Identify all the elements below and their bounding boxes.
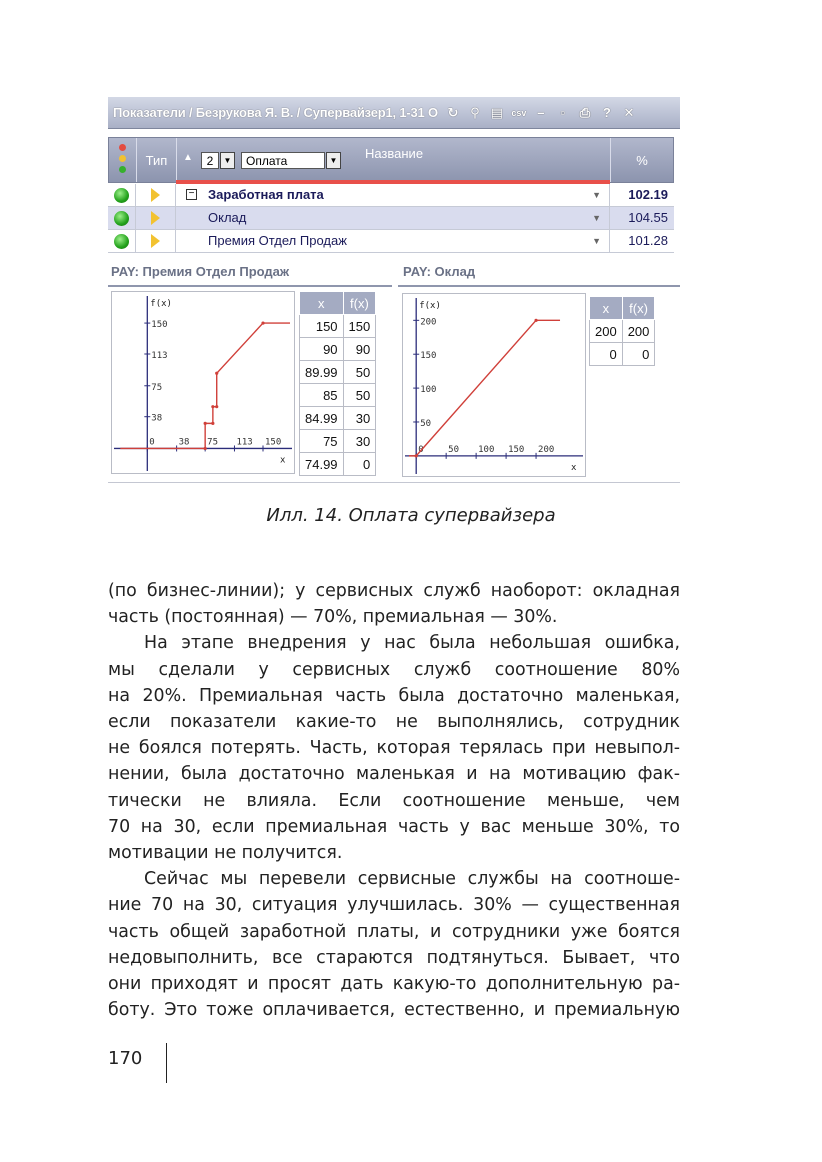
- x-tick-label: 0: [149, 437, 155, 448]
- chart-bonus: [111, 291, 295, 474]
- y-tick-label: 200: [420, 317, 437, 328]
- table-cell: 50: [343, 361, 376, 384]
- text-line: (по бизнес-линии); у сервисных служб наоборот: окладная: [108, 581, 680, 601]
- row-name: Премия Отдел Продаж: [208, 233, 347, 248]
- green-status-icon: [114, 188, 129, 203]
- sort-up-icon[interactable]: ▲: [183, 152, 193, 163]
- table-cell: 84.99: [300, 407, 344, 430]
- text-line: если показатели какие-то не выполнялись, сотрудник: [108, 712, 680, 733]
- table-row[interactable]: [108, 230, 674, 253]
- text-line: 70 на 30, если премиальная часть у вас меньше 30%, то: [108, 816, 680, 837]
- window-titlebar: [108, 97, 680, 129]
- x-tick-label: 150: [508, 444, 525, 455]
- table-row[interactable]: [108, 184, 674, 207]
- table-header-cell: x: [300, 292, 344, 315]
- search-icon[interactable]: ⚲: [470, 104, 480, 120]
- text-line: ние 70 на 30, ситуация улучшилась. 30% — существенная: [108, 895, 680, 916]
- table-cell: 90: [343, 338, 376, 361]
- text-line: На этапе внедрения у нас была небольшая ошибка,: [144, 633, 680, 654]
- table-cell: 85: [300, 384, 344, 407]
- row-percent: 104.55: [628, 210, 668, 225]
- row-name: Оклад: [208, 210, 247, 225]
- figure-bottom-rule: [108, 482, 680, 483]
- y-tick-label: 150: [420, 351, 437, 362]
- table-row: [300, 407, 376, 430]
- row-dropdown-icon[interactable]: ▼: [592, 236, 601, 246]
- text-line: недовыполнить, все стараются подтянуться. Бывает, что: [108, 947, 680, 968]
- panel-title-bonus: PAY: Премия Отдел Продаж: [111, 264, 290, 279]
- table-cell: 30: [343, 407, 376, 430]
- percent-column-header[interactable]: %: [636, 152, 648, 168]
- grid-body: [108, 184, 674, 253]
- x-tick-label: 200: [538, 444, 555, 455]
- chart-salary-svg: [403, 294, 587, 478]
- x-tick-label: 75: [207, 437, 219, 448]
- refresh-icon[interactable]: ↻: [447, 104, 459, 120]
- data-point: [261, 321, 264, 324]
- csv-icon[interactable]: csv: [511, 107, 527, 118]
- table-cell: 0: [590, 343, 623, 366]
- table-row: [300, 453, 376, 476]
- x-tick-label: 0: [418, 444, 424, 455]
- x-tick-label: 113: [236, 437, 253, 448]
- minimize-icon[interactable]: –: [537, 105, 545, 120]
- y-axis-label: f(x): [150, 299, 172, 309]
- text-line: мотивации не получится.: [108, 843, 343, 864]
- data-point: [534, 319, 537, 322]
- table-cell: 200: [590, 320, 623, 343]
- text-line: нении, была достаточно маленькая и на мотивацию фак-: [108, 764, 680, 785]
- collapse-icon[interactable]: −: [186, 189, 197, 200]
- flag-icon: [151, 211, 160, 225]
- table-row[interactable]: [108, 207, 674, 230]
- green-lamp-icon: [119, 166, 126, 173]
- text-line: Сейчас мы перевели сервисные службы на соотноше-: [144, 869, 680, 890]
- row-dropdown-icon[interactable]: ▼: [592, 213, 601, 223]
- type-select[interactable]: Оплата: [241, 152, 325, 169]
- list-icon[interactable]: ▤: [490, 104, 504, 120]
- y-axis-label: f(x): [419, 301, 441, 311]
- table-cell: 30: [343, 430, 376, 453]
- row-dropdown-icon[interactable]: ▼: [592, 190, 601, 200]
- text-line: мы сделали у сервисных служб соотношение 80%: [108, 659, 680, 680]
- text-line: боту. Это тоже оплачивается, естественно, и премиальную: [108, 1000, 680, 1021]
- data-point: [215, 372, 218, 375]
- maximize-icon[interactable]: ▫: [560, 105, 566, 120]
- table-header-cell: f(x): [343, 292, 376, 315]
- table-row: [300, 315, 376, 338]
- y-tick-label: 50: [420, 418, 432, 429]
- data-point: [215, 405, 218, 408]
- y-tick-label: 150: [151, 320, 168, 331]
- figure-caption: Илл. 14. Оплата супервайзера: [266, 505, 556, 526]
- x-tick-label: 50: [448, 444, 460, 455]
- table-cell: 75: [300, 430, 344, 453]
- panel-divider: [398, 285, 680, 287]
- data-point: [204, 447, 207, 450]
- y-tick-label: 75: [151, 382, 163, 393]
- table-cell: 90: [300, 338, 344, 361]
- values-table-bonus: [299, 291, 376, 476]
- x-axis-label: x: [280, 455, 286, 466]
- type-column-header[interactable]: Тип: [137, 138, 177, 182]
- table-cell: 150: [300, 315, 344, 338]
- table-cell: 0: [622, 343, 655, 366]
- text-line: тически не влияла. Если соотношение меньше, чем: [108, 790, 680, 811]
- green-status-icon: [114, 234, 129, 249]
- type-dropdown-button[interactable]: ▼: [326, 152, 341, 169]
- page-number-rule: [166, 1043, 167, 1083]
- page-number: 170: [108, 1048, 143, 1069]
- x-tick-label: 100: [478, 444, 495, 455]
- grid-header: [108, 137, 674, 183]
- panel-title-salary: PAY: Оклад: [403, 264, 476, 279]
- text-line: часть (постоянная) — 70%, премиальная — 30%.: [108, 607, 558, 628]
- red-lamp-icon: [119, 144, 126, 151]
- text-line: часть общей заработной платы, и сотрудники уже боятся: [108, 921, 680, 942]
- y-tick-label: 100: [420, 385, 437, 396]
- row-name: Заработная плата: [208, 187, 324, 202]
- level-dropdown-button[interactable]: ▼: [220, 152, 235, 169]
- panel-divider: [108, 285, 392, 287]
- table-cell: 200: [622, 320, 655, 343]
- table-row: [590, 343, 655, 366]
- text-line: на 20%. Премиальная часть была достаточно маленькая,: [108, 685, 680, 706]
- flag-icon: [151, 188, 160, 202]
- x-tick-label: 150: [265, 437, 282, 448]
- table-header-cell: x: [590, 297, 623, 320]
- table-cell: 74.99: [300, 453, 344, 476]
- row-percent: 102.19: [628, 187, 668, 202]
- y-tick-label: 38: [151, 413, 163, 424]
- table-row: [300, 338, 376, 361]
- chart-salary: [402, 293, 586, 477]
- table-cell: 0: [343, 453, 376, 476]
- print-icon[interactable]: ⎙: [579, 104, 591, 120]
- chart-bonus-svg: [112, 292, 296, 475]
- table-cell: 150: [343, 315, 376, 338]
- green-status-icon: [114, 211, 129, 226]
- table-row: [300, 361, 376, 384]
- table-cell: 89.99: [300, 361, 344, 384]
- table-row: [300, 384, 376, 407]
- name-column-header: [177, 138, 611, 182]
- data-point: [415, 454, 418, 457]
- row-percent: 101.28: [628, 233, 668, 248]
- x-axis-label: x: [571, 462, 577, 473]
- y-tick-label: 113: [151, 351, 168, 362]
- close-icon[interactable]: ✕: [623, 104, 635, 120]
- text-line: не боялся потерять. Часть, которая терялась при невыпол-: [108, 738, 680, 759]
- table-row: [300, 430, 376, 453]
- data-point: [211, 405, 214, 408]
- name-header-label: Название: [364, 146, 424, 161]
- data-point: [211, 422, 214, 425]
- data-point: [204, 422, 207, 425]
- body-text: [108, 578, 680, 1023]
- table-header-cell: f(x): [622, 297, 655, 320]
- status-lamp-header: [109, 138, 137, 182]
- yellow-lamp-icon: [119, 155, 126, 162]
- values-table-salary: [589, 296, 655, 366]
- flag-icon: [151, 234, 160, 248]
- text-line: они приходят и просят дать какую-то дополнительную ра-: [108, 974, 680, 995]
- table-row: [590, 320, 655, 343]
- help-icon[interactable]: ?: [602, 105, 611, 120]
- table-cell: 50: [343, 384, 376, 407]
- x-tick-label: 38: [178, 437, 190, 448]
- window-title: Показатели / Безрукова Я. В. / Супервайзер1, 1-31 О: [113, 105, 438, 120]
- level-select[interactable]: 2: [201, 152, 219, 169]
- screenshot-figure: [108, 97, 680, 487]
